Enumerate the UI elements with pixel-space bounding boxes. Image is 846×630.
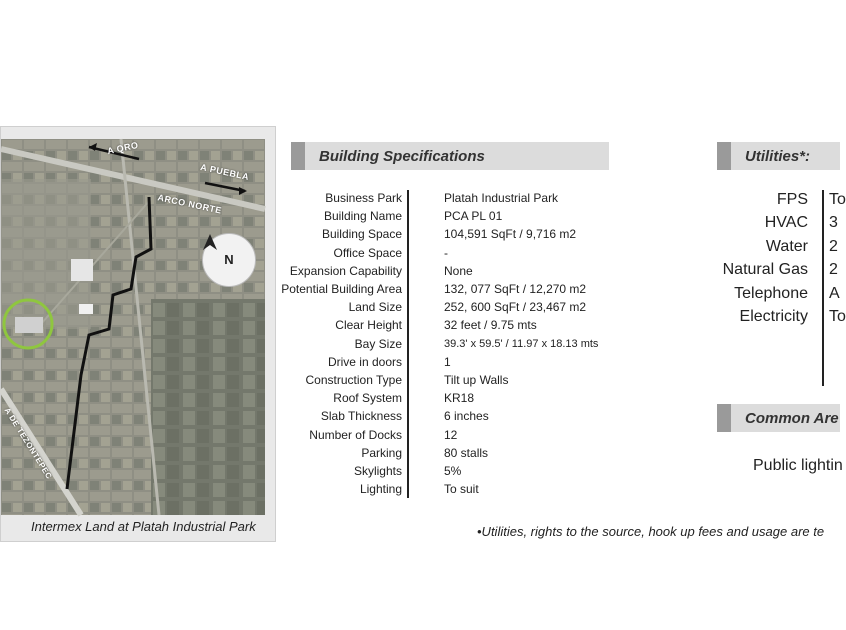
spec-row bbox=[276, 335, 676, 353]
utility-label: Telephone bbox=[734, 284, 808, 302]
spec-value: Tilt up Walls bbox=[444, 373, 509, 387]
spec-label: Bay Size bbox=[354, 336, 402, 351]
spec-value: To suit bbox=[444, 482, 479, 497]
utilities-title: Utilities*: bbox=[745, 147, 811, 165]
utility-value: A bbox=[829, 284, 840, 302]
spec-row bbox=[276, 389, 676, 407]
spec-row bbox=[276, 189, 676, 207]
utility-value: 3 bbox=[829, 214, 838, 232]
spec-row bbox=[276, 244, 676, 262]
spec-row bbox=[276, 262, 676, 280]
utility-label: Natural Gas bbox=[722, 261, 808, 279]
specs-divider bbox=[407, 190, 409, 498]
road-label-arco-norte: ARCO NORTE bbox=[156, 192, 223, 216]
spec-row bbox=[276, 316, 676, 334]
spec-value: - bbox=[444, 245, 448, 260]
spec-value: 12 bbox=[444, 427, 458, 442]
utility-value: 2 bbox=[829, 237, 838, 255]
utility-label: HVAC bbox=[764, 214, 808, 232]
spec-label: Lighting bbox=[359, 482, 402, 497]
spec-row bbox=[276, 353, 676, 371]
spec-row bbox=[276, 462, 676, 480]
building-specifications-title: Building Specifications bbox=[319, 147, 485, 165]
spec-label: Land Size bbox=[348, 300, 402, 315]
spec-value: 132, 077 SqFt / 12,270 m2 bbox=[444, 282, 587, 296]
spec-row bbox=[276, 444, 676, 462]
spec-value: KR18 bbox=[444, 391, 475, 406]
spec-row bbox=[276, 407, 676, 425]
common-areas-header bbox=[717, 404, 840, 432]
spec-label: Drive in doors bbox=[327, 354, 402, 369]
building-specifications-header bbox=[291, 142, 609, 170]
spec-label: Number of Docks bbox=[309, 427, 402, 442]
spec-value: 80 stalls bbox=[444, 445, 489, 460]
spec-label: Building Name bbox=[323, 209, 402, 224]
spec-label: Skylights bbox=[353, 464, 402, 478]
utility-value: To bbox=[829, 308, 846, 325]
spec-value: 252, 600 SqFt / 23,467 m2 bbox=[444, 300, 587, 315]
spec-row bbox=[276, 298, 676, 316]
spec-value: 6 inches bbox=[444, 409, 489, 424]
spec-label: Business Park bbox=[325, 191, 402, 205]
spec-value: 39.3' x 59.5' / 11.97 x 18.13 mts bbox=[444, 337, 599, 350]
common-areas-title: Common Are bbox=[745, 409, 839, 427]
road-label-qro: A QRO bbox=[106, 139, 140, 157]
spec-label: Slab Thickness bbox=[320, 409, 402, 424]
spec-row bbox=[276, 480, 676, 498]
spec-label: Construction Type bbox=[305, 373, 402, 387]
spec-label: Expansion Capability bbox=[289, 263, 402, 278]
utility-label: FPS bbox=[776, 191, 808, 208]
road-label-tezontepec: A DE TEZONTEPEC bbox=[2, 406, 54, 481]
compass-letter: N bbox=[224, 252, 234, 267]
spec-value: 32 feet / 9.75 mts bbox=[444, 318, 537, 333]
spec-label: Parking bbox=[361, 445, 402, 460]
spec-row bbox=[276, 371, 676, 389]
utility-value: To bbox=[829, 191, 846, 208]
spec-value: PCA PL 01 bbox=[444, 209, 503, 224]
map-caption: Intermex Land at Platah Industrial Park bbox=[31, 519, 256, 534]
spec-label: Roof System bbox=[333, 391, 402, 406]
spec-value: None bbox=[444, 263, 473, 278]
spec-label: Potential Building Area bbox=[281, 282, 402, 296]
utilities-footnote: •Utilities, rights to the source, hook up fees and usage are te bbox=[477, 524, 825, 539]
spec-value: 1 bbox=[444, 354, 451, 369]
spec-label: Building Space bbox=[321, 227, 402, 242]
spec-value: Platah Industrial Park bbox=[444, 191, 559, 205]
utility-label: Electricity bbox=[739, 308, 808, 325]
spec-label: Office Space bbox=[333, 245, 402, 260]
spec-row bbox=[276, 426, 676, 444]
common-areas-text: Public lightin bbox=[753, 457, 843, 474]
spec-row bbox=[276, 225, 676, 243]
spec-value: 104,591 SqFt / 9,716 m2 bbox=[444, 227, 577, 242]
spec-value: 5% bbox=[444, 464, 462, 478]
utility-label: Water bbox=[765, 237, 808, 255]
spec-label: Clear Height bbox=[335, 318, 402, 333]
utilities-header bbox=[717, 142, 840, 170]
utilities-divider bbox=[822, 190, 824, 386]
road-label-puebla: A PUEBLA bbox=[199, 161, 251, 183]
spec-row bbox=[276, 280, 676, 298]
spec-row bbox=[276, 207, 676, 225]
utility-value: 2 bbox=[829, 261, 838, 279]
